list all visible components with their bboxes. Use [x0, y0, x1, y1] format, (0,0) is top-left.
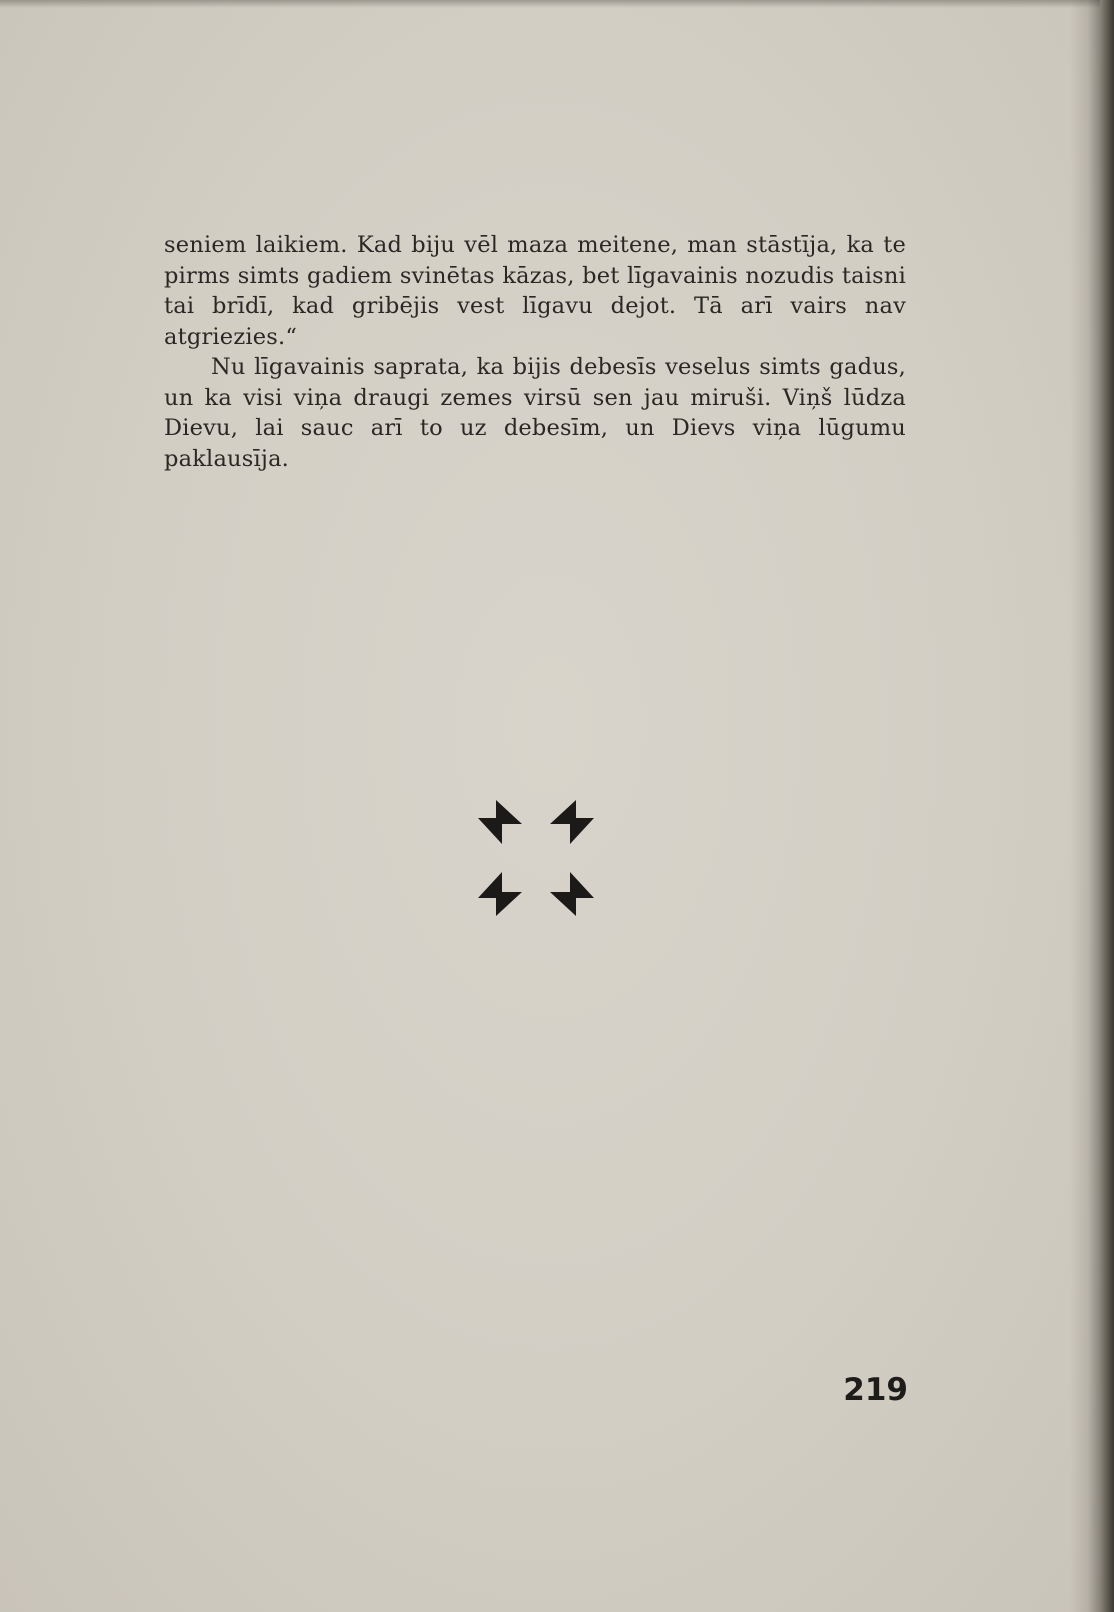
body-text — [164, 230, 906, 474]
eight-point-star-ornament-icon — [474, 796, 598, 920]
page-top-shadow — [0, 0, 1100, 8]
paragraph-ending: Nu līgavainis saprata, ka bijis debesīs veselus simts gadus, un ka visi viņa draugi zemes virsū sen jau miruši. Viņš lūdza Dievu, lai sauc arī to uz debesīm, un Dievs viņa lūgumu paklausīja. — [164, 354, 906, 472]
page-number: 219 — [843, 1372, 908, 1408]
page-binding-shadow — [1070, 0, 1100, 1612]
book-spine-edge — [1100, 0, 1114, 1612]
paragraph-continued: seniem laikiem. Kad biju vēl maza meitene, man stāstīja, ka te pirms simts gadiem svinētas kāzas, bet līgavainis nozudis taisni tai brīdī, kad gribējis vest līgavu dejot. Tā arī vairs nav atgriezies.“ — [164, 232, 906, 350]
